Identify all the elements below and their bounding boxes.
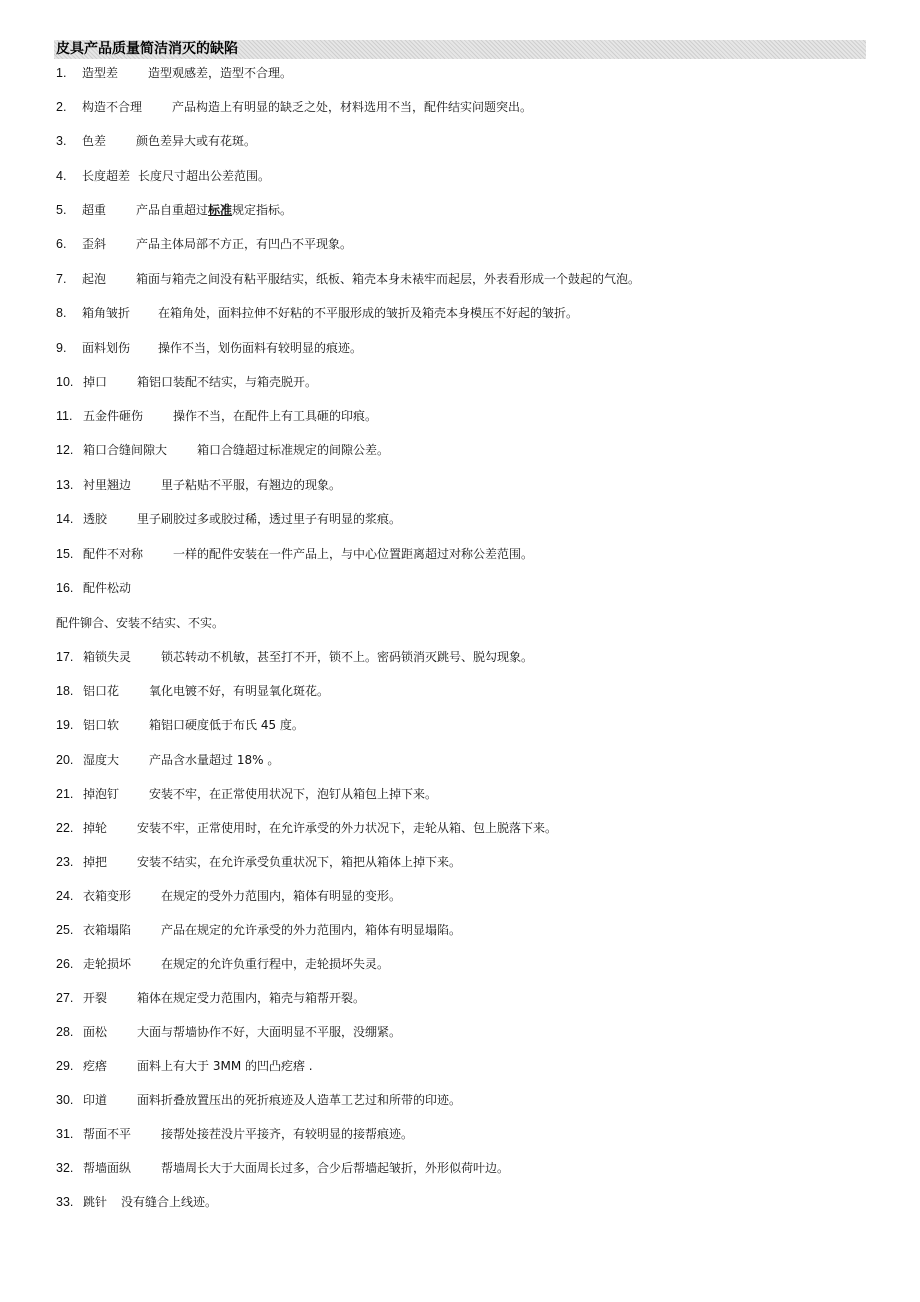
- item-number: 20.: [56, 753, 74, 767]
- item-number: 9.: [56, 341, 67, 355]
- item-term: 帮墙面纵: [83, 1161, 132, 1175]
- item-description: 长度尺寸超出公差范围。: [138, 169, 271, 183]
- list-item: [56, 1159, 509, 1177]
- item-description: 里子刷胶过多或胶过稀，透过里子有明显的浆痕。: [137, 512, 402, 526]
- item-number: 4.: [56, 169, 67, 183]
- list-item: [56, 441, 389, 459]
- item-term: 造型差: [82, 66, 119, 80]
- item-description: 产品主体局部不方正，有凹凸不平现象。: [136, 237, 353, 251]
- item-description: 造型观感差，造型不合理。: [148, 66, 293, 80]
- list-item: [56, 751, 279, 769]
- continuation-text: 配件铆合、安装不结实、不实。: [56, 616, 225, 630]
- item-term: 掉口: [83, 375, 108, 389]
- list-item: [56, 853, 461, 871]
- item-term: 箱锁失灵: [83, 650, 132, 664]
- item-term: 箱角皱折: [82, 306, 131, 320]
- list-item: [56, 407, 377, 425]
- item-number: 22.: [56, 821, 74, 835]
- item-number: 15.: [56, 547, 74, 561]
- list-item: [56, 1091, 461, 1109]
- item-term: 衣箱变形: [83, 889, 132, 903]
- item-number: 26.: [56, 957, 74, 971]
- list-item: [56, 819, 557, 837]
- item-term: 铝口软: [83, 718, 120, 732]
- item-description: 箱口合缝超过标准规定的间隙公差。: [197, 443, 390, 457]
- list-item: [56, 98, 532, 116]
- list-item: [56, 955, 389, 973]
- item-number: 30.: [56, 1093, 74, 1107]
- item-term: 配件松动: [83, 581, 132, 595]
- item-number: 3.: [56, 134, 67, 148]
- item-description: 接帮处接茬没片平接齐，有较明显的接帮痕迹。: [161, 1127, 414, 1141]
- item-term: 掉把: [83, 855, 108, 869]
- list-item: [56, 545, 533, 563]
- item-number: 1.: [56, 66, 67, 80]
- item-description: 箱面与箱壳之间没有粘平服结实，纸板、箱壳本身未裱牢而起层，外表看形成一个鼓起的气泡。: [136, 272, 641, 286]
- item-number: 16.: [56, 581, 74, 595]
- item-term: 湿度大: [83, 753, 120, 767]
- item-number: 27.: [56, 991, 74, 1005]
- item-description: [136, 203, 292, 217]
- list-item: [56, 201, 292, 219]
- item-number: 21.: [56, 787, 74, 801]
- item-description: 产品在规定的允许承受的外力范围内，箱体有明显塌陷。: [161, 923, 462, 937]
- item-number: 18.: [56, 684, 74, 698]
- item-number: 31.: [56, 1127, 74, 1141]
- list-item: [56, 921, 461, 939]
- item-description: 箱铝口装配不结实，与箱壳脱开。: [137, 375, 318, 389]
- list-item: [56, 304, 578, 322]
- item-description: 安装不结实，在允许承受负重状况下，箱把从箱体上掉下来。: [137, 855, 462, 869]
- item-number: 10.: [56, 375, 74, 389]
- item-term: 帮面不平: [83, 1127, 132, 1141]
- item-term: 衣箱塌陷: [83, 923, 132, 937]
- list-item: [56, 339, 362, 357]
- item-description: 操作不当，划伤面料有较明显的痕迹。: [158, 341, 363, 355]
- item-description: 没有缝合上线迹。: [121, 1195, 218, 1209]
- item-term: 五金件砸伤: [83, 409, 144, 423]
- item-term: 印道: [83, 1093, 108, 1107]
- item-number: 23.: [56, 855, 74, 869]
- list-item: [56, 716, 304, 734]
- list-item: [56, 1023, 401, 1041]
- item-term: 歪斜: [82, 237, 107, 251]
- item-term: 构造不合理: [82, 100, 143, 114]
- item-term: 面料划伤: [82, 341, 131, 355]
- item-description: 大面与帮墙协作不好，大面明显不平服，没绷紧。: [137, 1025, 402, 1039]
- item-description: 颜色差异大或有花斑。: [136, 134, 257, 148]
- item-number: 5.: [56, 203, 67, 217]
- item-number: 12.: [56, 443, 74, 457]
- item-number: 19.: [56, 718, 74, 732]
- list-item: [56, 579, 131, 597]
- item-term: 开裂: [83, 991, 108, 1005]
- item-term: 衬里翘边: [83, 478, 132, 492]
- item-term: 疙瘩: [83, 1059, 108, 1073]
- item-description: 里子粘贴不平服，有翘边的现象。: [161, 478, 342, 492]
- item-number: 32.: [56, 1161, 74, 1175]
- item-number: 8.: [56, 306, 67, 320]
- item-term: 面松: [83, 1025, 108, 1039]
- item-description: 在规定的受外力范围内，箱体有明显的变形。: [161, 889, 402, 903]
- description-part: 规定指标。: [232, 203, 293, 217]
- list-item: [56, 167, 270, 185]
- list-item: [56, 648, 533, 666]
- list-item: [56, 1057, 313, 1075]
- item-term: 长度超差: [82, 169, 131, 183]
- list-item: [56, 682, 329, 700]
- item-number: 7.: [56, 272, 67, 286]
- item-description: 产品构造上有明显的缺乏之处，材料选用不当，配件结实问题突出。: [172, 100, 533, 114]
- item-description: 帮墙周长大于大面周长过多，合少后帮墙起皱折，外形似荷叶边。: [161, 1161, 510, 1175]
- item-term: 跳针: [83, 1195, 108, 1209]
- item-term: 铝口花: [83, 684, 120, 698]
- item-description: 箱体在规定受力范围内，箱壳与箱帮开裂。: [137, 991, 366, 1005]
- description-part: 产品自重超过: [136, 203, 209, 217]
- item-description: 面料上有大于 3MM 的凹凸疙瘩 .: [137, 1059, 313, 1073]
- item-description: 安装不牢，在正常使用状况下，泡钉从箱包上掉下来。: [149, 787, 438, 801]
- list-item: [56, 373, 317, 391]
- item-number: 29.: [56, 1059, 74, 1073]
- item-number: 17.: [56, 650, 74, 664]
- item-term: 透胶: [83, 512, 108, 526]
- item-number: 25.: [56, 923, 74, 937]
- list-item: [56, 1193, 217, 1211]
- list-item: [56, 235, 352, 253]
- list-item: [56, 270, 640, 288]
- title-bar: [54, 40, 866, 59]
- item-description: 产品含水量超过 18% 。: [149, 753, 280, 767]
- item-number: 6.: [56, 237, 67, 251]
- item-term: 箱口合缝间隙大: [83, 443, 168, 457]
- item-description: 箱铝口硬度低于布氏 45 度。: [149, 718, 304, 732]
- item-term: 走轮损坏: [83, 957, 132, 971]
- item-number: 11.: [56, 409, 73, 423]
- list-item: [56, 785, 437, 803]
- item-term: 掉轮: [83, 821, 108, 835]
- item-term: 配件不对称: [83, 547, 144, 561]
- item-number: 14.: [56, 512, 74, 526]
- item-term: 超重: [82, 203, 107, 217]
- list-item: [56, 989, 365, 1007]
- item-description: 在规定的允许负重行程中，走轮损坏失灵。: [161, 957, 390, 971]
- item-description: 操作不当，在配件上有工具砸的印痕。: [173, 409, 378, 423]
- list-item: [56, 510, 401, 528]
- list-item: [56, 64, 292, 82]
- page-title: 皮具产品质量简洁消灭的缺陷: [56, 41, 238, 57]
- item-term: 掉泡钉: [83, 787, 120, 801]
- item-number: 33.: [56, 1195, 74, 1209]
- item-description: 在箱角处，面料拉伸不好粘的不平服形成的皱折及箱壳本身模压不好起的皱折。: [158, 306, 579, 320]
- item-description: 一样的配件安装在一件产品上，与中心位置距离超过对称公差范围。: [173, 547, 534, 561]
- item-number: 24.: [56, 889, 74, 903]
- item-term: 色差: [82, 134, 107, 148]
- item-number: 13.: [56, 478, 74, 492]
- item-number: 2.: [56, 100, 67, 114]
- item-description: 锁芯转动不机敏，甚至打不开，锁不上。密码锁消灭跳号、脱勾现象。: [161, 650, 534, 664]
- list-item: [56, 1125, 413, 1143]
- item-description: 安装不牢，正常使用时，在允许承受的外力状况下，走轮从箱、包上脱落下来。: [137, 821, 558, 835]
- item-description: 氧化电镀不好，有明显氧化斑花。: [149, 684, 330, 698]
- list-item: [56, 132, 256, 150]
- list-item: [56, 887, 401, 905]
- item-number: 28.: [56, 1025, 74, 1039]
- item-term: 起泡: [82, 272, 107, 286]
- standard-link[interactable]: 标准: [208, 203, 233, 217]
- list-item: [56, 476, 341, 494]
- item-description: 面料折叠放置压出的死折痕迹及人造革工艺过和所带的印迹。: [137, 1093, 462, 1107]
